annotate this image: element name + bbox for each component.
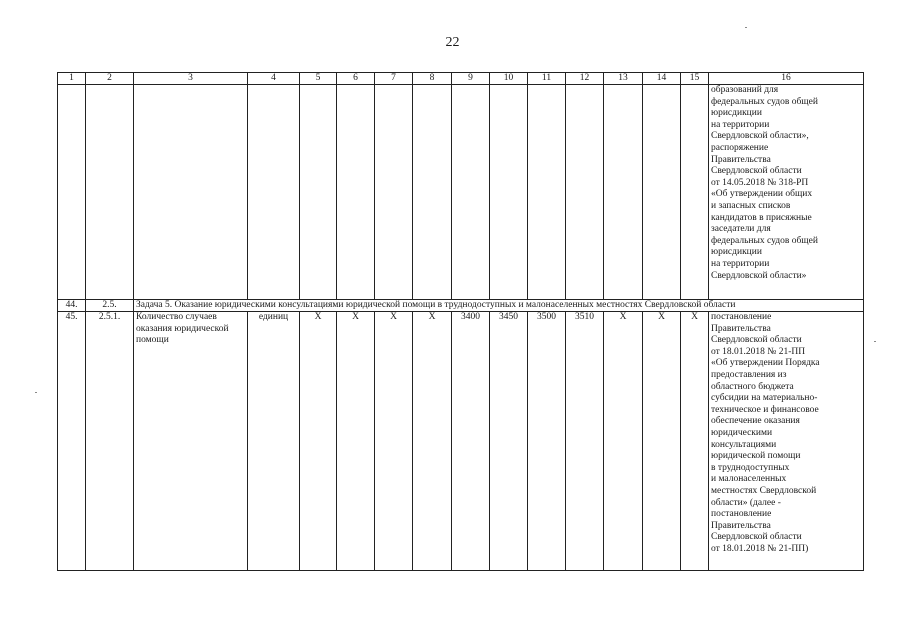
column-number: 6 <box>337 73 375 85</box>
column-number: 11 <box>528 73 566 85</box>
indicator-name: Количество случаев оказания юридической помощи <box>134 312 248 571</box>
column-number-row <box>58 73 864 85</box>
value-cell: X <box>681 312 709 571</box>
value-cell: 3450 <box>490 312 528 571</box>
value-cell: X <box>413 312 452 571</box>
value-cell: X <box>643 312 681 571</box>
row-code: 2.5.1. <box>86 312 134 571</box>
column-number: 13 <box>604 73 643 85</box>
column-number: 1 <box>58 73 86 85</box>
indicators-table <box>57 72 864 571</box>
page-number: 22 <box>445 35 460 50</box>
value-cell: X <box>300 312 337 571</box>
column-number: 14 <box>643 73 681 85</box>
column-number: 3 <box>134 73 248 85</box>
task-title: Задача 5. Оказание юридическими консультациями юридической помощи в труднодоступных и малонаселенных местностях Свердловской области <box>134 300 864 312</box>
column-number: 10 <box>490 73 528 85</box>
column-number: 9 <box>452 73 490 85</box>
value-cell: X <box>375 312 413 571</box>
column-number: 5 <box>300 73 337 85</box>
value-cell: X <box>337 312 375 571</box>
column-number: 12 <box>566 73 604 85</box>
column-number: 15 <box>681 73 709 85</box>
scan-speck <box>35 392 37 393</box>
row-number: 44. <box>58 300 86 312</box>
legal-basis-cell: постановление Правительства Свердловской области от 18.01.2018 № 21-ПП «Об утверждении Порядка предоставления из областного бюджета субсидии на материально- техническое и финансовое обеспечение оказания юридическими консультациями юридической помощи в труднодоступных и малонаселенных местностях Свердловской области» (далее - постановление Правительства Свердловской области от 18.01.2018 № 21-ПП) <box>709 312 864 571</box>
value-cell: 3510 <box>566 312 604 571</box>
column-number: 16 <box>709 73 864 85</box>
legal-basis-cell: образований для федеральных судов общей юрисдикции на территории Свердловской области», распоряжение Правительства Свердловской области от 14.05.2018 № 318-РП «Об утверждении общих и запасных списков кандидатов в присяжные заседатели для федеральных судов общей юрисдикции на территории Свердловской области» <box>709 85 864 300</box>
row-number: 45. <box>58 312 86 571</box>
scan-speck <box>745 27 747 28</box>
column-number: 2 <box>86 73 134 85</box>
row-code: 2.5. <box>86 300 134 312</box>
value-cell: 3400 <box>452 312 490 571</box>
column-number: 4 <box>248 73 300 85</box>
column-number: 8 <box>413 73 452 85</box>
value-cell: X <box>604 312 643 571</box>
unit-cell: единиц <box>248 312 300 571</box>
scan-speck <box>874 341 876 342</box>
column-number: 7 <box>375 73 413 85</box>
indicator-row <box>58 312 864 571</box>
task-row <box>58 300 864 312</box>
continuation-row <box>58 85 864 300</box>
value-cell: 3500 <box>528 312 566 571</box>
